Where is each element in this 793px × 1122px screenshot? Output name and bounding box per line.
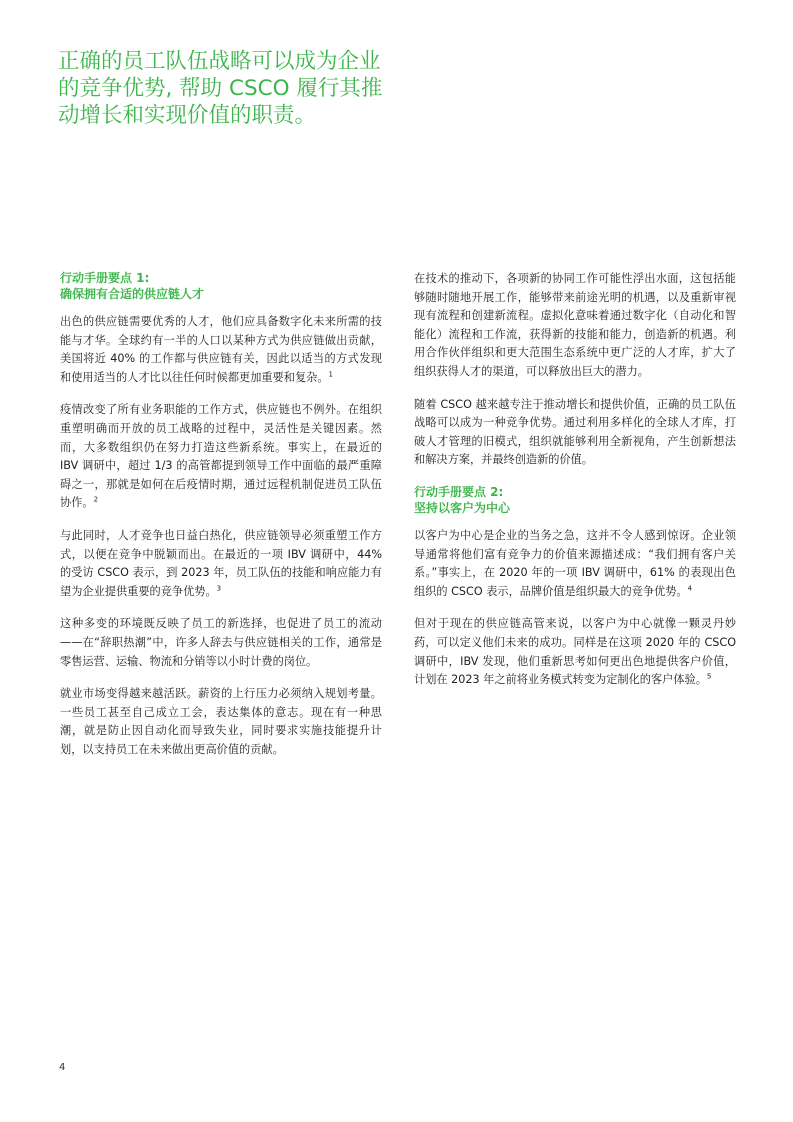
body-paragraph: 但对于现在的供应链高管来说，以客户为中心就像一颗灵丹妙药，可以定义他们未来的成功。同样是在这项 2020 年的 CSCO 调研中，IBV 发现，他们重新思考如何更出色地提供客户价值，计划在 2023 年之前将业务模式转变为定制化的客户体验。$^5$ bbox=[414, 617, 736, 687]
body-paragraph: 与此同时，人才竞争也日益白热化，供应链领导必须重塑工作方式，以便在竞争中脱颖而出。在最近的一项 IBV 调研中，44% 的受访 CSCO 表示，到 2023 年，员工队伍的技能和响应能力有望为企业提供重要的竞争优势。$^3$ bbox=[60, 528, 382, 598]
body-paragraph: 这种多变的环境既反映了员工的新选择，也促进了员工的流动——在“辞职热潮”中，许多人辞去与供应链相关的工作，通常是零售运营、运输、物流和分销等以小时计费的岗位。 bbox=[60, 617, 382, 668]
footnote-ref: 2 bbox=[93, 495, 99, 504]
body-paragraph: 疫情改变了所有业务职能的工作方式，供应链也不例外。在组织重塑明确而开放的员工战略的过程中，灵活性是关键因素。然而，大多数组织仍在努力打造这些新系统。事实上，在最近的 IBV 调研中，超过 1/3 的高管都提到领导工作中面临的最严重障碍之一，那就是如何在后疫情时期，通过远程机制促进员工队伍协作。$^2$ bbox=[60, 403, 382, 510]
body-paragraph: 就业市场变得越来越活跃。薪资的上行压力必须纳入规划考量。一些员工甚至自己成立工会，表达集体的意志。现在有一种思潮，就是防止因自动化而导致失业，同时要求实施技能提升计划，以支持员工在未来做出更高价值的贡献。 bbox=[60, 687, 382, 756]
section-heading-2-number: 行动手册要点 2: bbox=[414, 484, 504, 499]
right-column bbox=[414, 270, 736, 704]
body-paragraph: 以客户为中心是企业的当务之急，这并不令人感到惊讶。企业领导通常将他们富有竞争力的价值来源描述成：“我们拥有客户关系。”事实上，在 2020 年的一项 IBV 调研中，61% 的表现出色组织的 CSCO 表示，品牌价值是组织最大的竞争优势。$^4$ bbox=[414, 528, 736, 598]
body-paragraph: 在技术的推动下，各项新的协同工作可能性浮出水面，这包括能够随时随地开展工作，能够带来前途光明的机遇，以及重新审视现有流程和创建新流程。虚拟化意味着通过数字化（自动化和智能化）流程和工作流，获得新的技能和能力，创造新的机遇。利用合作伙伴组织和更大范围生态系统中更广泛的人才库，扩大了组织获得人才的渠道，可以释放出巨大的潜力。 bbox=[414, 272, 736, 378]
section-heading-2 bbox=[414, 484, 736, 516]
section-heading-1-number: 行动手册要点 1: bbox=[60, 271, 150, 285]
left-column bbox=[60, 270, 382, 773]
section-heading-1-title: 确保拥有合适的供应链人才 bbox=[60, 287, 205, 301]
body-paragraph: 出色的供应链需要优秀的人才，他们应具备数字化未来所需的技能与才华。全球约有一半的人口以某种方式为供应链做出贡献，美国将近 40% 的工作都与供应链有关，因此以适当的方式发现和使用适当的人才比以往任何时候都更加重要和复杂。$^1$ bbox=[60, 315, 382, 384]
body-paragraph: 随着 CSCO 越来越专注于推动增长和提供价值，正确的员工队伍战略可以成为一种竞争优势。通过利用多样化的全球人才库，打破人才管理的旧模式，组织就能够利用全新视角，产生创新想法和解决方案，并最终创造新的价值。 bbox=[414, 397, 736, 467]
footnote-ref: 3 bbox=[216, 583, 222, 592]
section-heading-1 bbox=[60, 270, 382, 302]
footnote-ref: 1 bbox=[328, 370, 333, 379]
page-number: 4 bbox=[59, 1062, 66, 1073]
section-heading-2-title: 坚持以客户为中心 bbox=[414, 500, 511, 515]
footnote-ref: 4 bbox=[687, 583, 693, 592]
footnote-ref: 5 bbox=[706, 672, 712, 681]
page-title: 正确的员工队伍战略可以成为企业的竞争优势, 帮助 CSCO 履行其推动增长和实现价值的职责。 bbox=[58, 49, 383, 128]
